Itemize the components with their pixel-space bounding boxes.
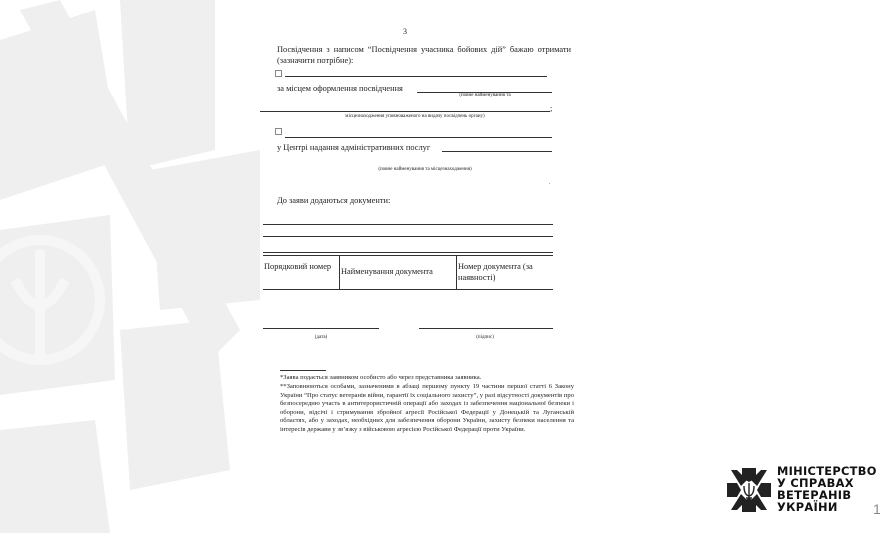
option1-line[interactable] [285, 76, 547, 77]
table-divider-1 [339, 255, 340, 289]
table-bottom-border [263, 289, 553, 290]
option1-caption-name: (повне найменування та [459, 93, 511, 98]
ministry-name-line-4: УКРАЇНИ [777, 500, 838, 514]
table-header-doc-number: Номер документа (за наявності) [458, 262, 533, 282]
attachment-line-3[interactable] [263, 252, 553, 253]
option1-semicolon: ; [550, 104, 553, 113]
date-line[interactable] [263, 328, 379, 329]
document-page [255, 0, 574, 533]
attachment-line-1[interactable] [263, 224, 553, 225]
option2-line[interactable] [285, 137, 552, 138]
footnote-2: **Заповнюються особами, зазначеними в абзаці першому пункту 19 частини першої статті 6 Закону України “Про статус ветеранів війни, гарантії їх соціального захисту”, у разі відсутності документів про безпосередню участь в антитерористичній операції або заходах із забезпечення національної безпеки і оборони, відсічі і стримування збройної агресії Російської Федерації у Донецькій та Луганській областях, або у заходах, необхідних для забезпечення оборони України, захисту безпеки населення та інтересів держави у зв’язку з військовою агресією Російської Федерації проти України. [280, 383, 574, 433]
option2-checkbox[interactable] [275, 128, 282, 135]
option2-center-line[interactable] [442, 151, 552, 152]
option1-label: за місцем оформлення посвідчення [277, 84, 403, 93]
ministry-name-line-1: МІНІСТЕРСТВО [777, 464, 877, 478]
ministry-cross-trident-logo-icon [727, 468, 771, 512]
signature-caption: (підпис) [476, 335, 494, 340]
ministry-name-line-2: У СПРАВАХ [777, 476, 854, 490]
option2-caption: (повне найменування та місцезнаходження) [378, 167, 472, 172]
watermark-emblem [0, 0, 260, 533]
date-caption: (дата) [314, 335, 328, 340]
footnote-separator [280, 370, 326, 371]
option2-dot: . [549, 180, 551, 186]
attachment-line-2[interactable] [263, 236, 553, 237]
footnote-1: *Заява подається заявником особисто або через представника заявника. [280, 374, 482, 381]
slide-number: 1 [873, 501, 881, 517]
option1-caption-location: місцезнаходження уповноваженого на видачу посвідчень органу) [345, 114, 485, 119]
table-divider-2 [456, 255, 457, 289]
ministry-name [777, 465, 877, 513]
option2-label: у Центрі надання адміністративних послуг [277, 143, 431, 152]
attachments-heading: До заяви додаються документи: [277, 196, 391, 205]
option1-checkbox[interactable] [275, 70, 282, 77]
ministry-name-line-3: ВЕТЕРАНІВ [777, 488, 852, 502]
table-top-border [263, 255, 553, 256]
ministry-logo [727, 464, 877, 516]
option1-location-line[interactable] [260, 111, 550, 112]
page-number: 3 [403, 27, 407, 36]
table-header-name: Найменування документа [341, 267, 433, 276]
signature-line[interactable] [419, 328, 553, 329]
table-header-number: Порядковий номер [264, 262, 332, 271]
intro-paragraph: Посвідчення з написом “Посвідчення учасника бойових дій” бажаю отримати (зазначити потрібне): [277, 45, 571, 65]
